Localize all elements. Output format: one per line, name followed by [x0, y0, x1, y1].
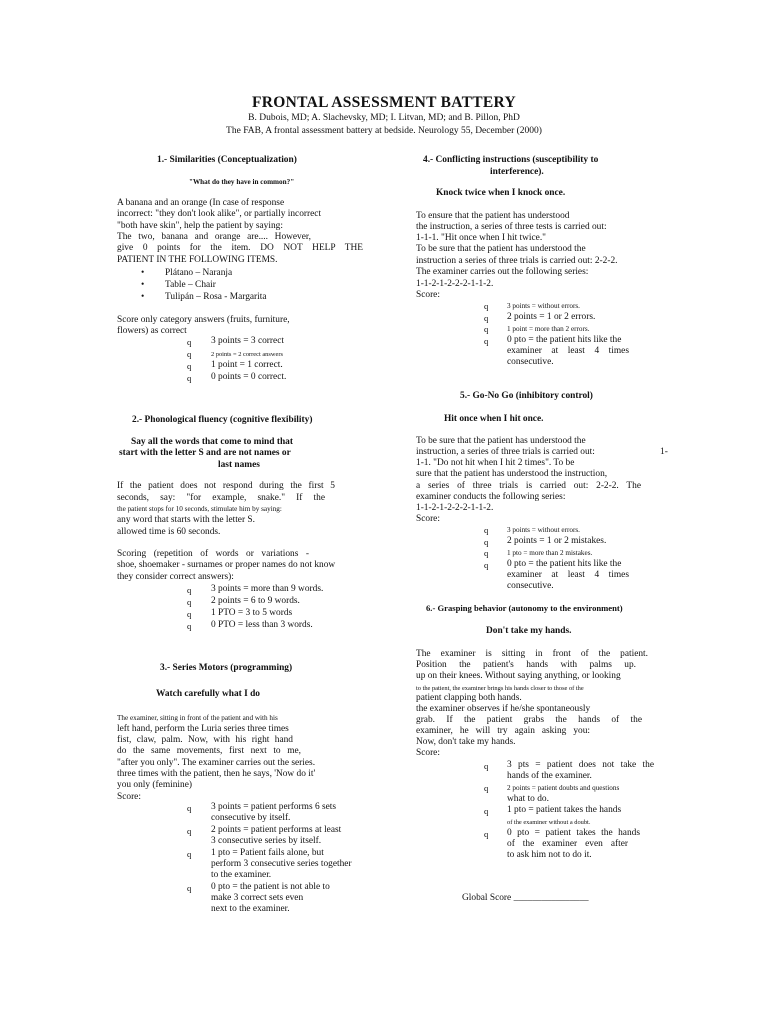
s6-para-line: The examiner is sitting in front of the patient. [416, 649, 648, 659]
s6-para-line: examiner, he will try again asking you: [416, 726, 590, 736]
s6-para-line: Now, don't take my hands. [416, 737, 516, 747]
s5-para-line: examiner conducts the following series: [416, 492, 566, 502]
s2-score: 2 points = 6 to 9 words. [211, 596, 300, 606]
s4-score: examiner at least 4 times [507, 346, 629, 356]
s5-para-line: sure that the patient has understood the instruction, [416, 469, 608, 479]
s1-note-line: flowers) as correct [117, 326, 187, 336]
s3-score: consecutive by itself. [211, 813, 291, 823]
s2-para-line: allowed time is 60 seconds. [117, 527, 221, 537]
s1-note-line: Score only category answers (fruits, furniture, [117, 315, 290, 325]
s3-score: 0 pto = the patient is not able to [211, 882, 330, 892]
bullet-icon: • [141, 280, 145, 290]
score-marker-icon: q [187, 585, 192, 595]
score-marker-icon: q [187, 597, 192, 607]
s3-score: perform 3 consecutive series together [211, 859, 352, 869]
s4-score: 0 pto = the patient hits like the [507, 335, 622, 345]
s6-score: hands of the examiner. [507, 771, 592, 781]
document-title: FRONTAL ASSESSMENT BATTERY [252, 94, 516, 111]
s2-scoring-line: they consider correct answers): [117, 572, 234, 582]
score-marker-icon: q [484, 548, 489, 558]
s6-para-line: up on their knees. Without saying anything, or looking [416, 671, 621, 681]
s5-stray-number: 1- [660, 447, 668, 457]
score-marker-icon: q [187, 803, 192, 813]
s3-para-line: you only (feminine) [117, 780, 192, 790]
s4-para-line: instruction a series of three trials is carried out: 2-2-2. [416, 256, 618, 266]
s6-score: what to do. [507, 794, 549, 804]
score-marker-icon: q [187, 609, 192, 619]
s6-para-line: the examiner observes if he/she spontaneously [416, 704, 591, 714]
s6-score: of the examiner without a doubt. [507, 819, 591, 826]
s1-para-line: A banana and an orange (In case of response [117, 198, 285, 208]
score-marker-icon: q [484, 560, 489, 570]
s3-score: make 3 correct sets even [211, 893, 304, 903]
s6-para-line: to the patient, the examiner brings his hands closer to those of the [416, 685, 584, 692]
s3-para-line: "after you only". The examiner carries out the series. [117, 758, 316, 768]
section-2-heading: 2.- Phonological fluency (cognitive flexibility) [132, 415, 313, 425]
s3-para-line: do the same movements, first next to me, [117, 746, 301, 756]
s1-para-line: "both have skin", help the patient by saying: [117, 221, 283, 231]
s5-score: 1 pto = more than 2 mistakes. [507, 549, 593, 557]
score-marker-icon: q [484, 783, 489, 793]
s1-para-line: PATIENT IN THE FOLLOWING ITEMS. [117, 255, 278, 265]
s4-score: 3 points = without errors. [507, 302, 580, 310]
s5-para-line: instruction, a series of three trials is carried out: [416, 447, 595, 457]
s3-score: 3 consecutive series by itself. [211, 836, 322, 846]
s5-instruction: Hit once when I hit once. [444, 414, 544, 424]
s5-para-line: 1-1. "Do not hit when I hit 2 times". To be [416, 458, 575, 468]
s1-pair-item: Plátano – Naranja [165, 268, 233, 278]
s3-instruction: Watch carefully what I do [156, 689, 260, 699]
s2-instruction: Say all the words that come to mind that [131, 437, 293, 447]
s3-score-label: Score: [117, 792, 141, 802]
s1-pair-item: Tulipán – Rosa - Margarita [165, 292, 267, 302]
s5-score: 0 pto = the patient hits like the [507, 559, 622, 569]
s2-scoring-line: Scoring (repetition of words or variations - [117, 549, 309, 559]
s5-score-label: Score: [416, 514, 440, 524]
section-4-heading: 4.- Conflicting instructions (susceptibility to [423, 155, 599, 165]
s4-score: 1 point = more than 2 errors. [507, 325, 590, 333]
s2-instruction: last names [218, 460, 260, 470]
score-marker-icon: q [187, 349, 192, 359]
score-marker-icon: q [484, 829, 489, 839]
s1-para-line: give 0 points for the item. DO NOT HELP THE [117, 243, 363, 253]
s4-instruction: Knock twice when I knock once. [436, 188, 566, 198]
document-citation: The FAB, A frontal assessment battery at bedside. Neurology 55, December (2000) [226, 126, 542, 136]
s5-score: 2 points = 1 or 2 mistakes. [507, 536, 607, 546]
s6-instruction: Don't take my hands. [486, 626, 572, 636]
s2-para-line: the patient stops for 10 seconds, stimulate him by saying: [117, 505, 282, 513]
s6-score: 3 pts = patient does not take the [507, 760, 654, 770]
s6-score-label: Score: [416, 748, 440, 758]
s5-score: examiner at least 4 times [507, 570, 629, 580]
s1-score: 2 points = 2 correct answers [211, 351, 283, 358]
bullet-icon: • [141, 292, 145, 302]
global-score-blank: ________________ [513, 893, 589, 903]
s5-score: 3 points = without errors. [507, 526, 580, 534]
s2-score: 3 points = more than 9 words. [211, 584, 324, 594]
s4-para-line: 1-1-2-1-2-2-2-1-1-2. [416, 279, 494, 289]
s4-score: 2 points = 1 or 2 errors. [507, 312, 596, 322]
s4-para-line: To ensure that the patient has understood [416, 211, 570, 221]
s2-scoring-line: shoe, shoemaker - surnames or proper names do not know [117, 560, 336, 570]
score-marker-icon: q [484, 761, 489, 771]
bullet-icon: • [141, 268, 145, 278]
s1-para-line: The two, banana and orange are.... However, [117, 232, 311, 242]
s4-score-label: Score: [416, 290, 440, 300]
s3-score: to the examiner. [211, 870, 272, 880]
s3-score: 1 pto = Patient fails alone, but [211, 848, 324, 858]
score-marker-icon: q [484, 301, 489, 311]
s3-para-line: left hand, perform the Luria series three times [117, 724, 289, 734]
score-marker-icon: q [187, 361, 192, 371]
s2-instruction: start with the letter S and are not names or [119, 448, 291, 458]
s5-para-line: To be sure that the patient has understood the [416, 436, 586, 446]
section-3-heading: 3.- Series Motors (programming) [160, 663, 293, 673]
s4-para-line: 1-1-1. "Hit once when I hit twice." [416, 233, 547, 243]
s6-score: 1 pto = patient takes the hands [507, 805, 622, 815]
s1-score: 0 points = 0 correct. [211, 372, 287, 382]
s2-score: 1 PTO = 3 to 5 words [211, 608, 293, 618]
s1-pair-item: Table – Chair [165, 280, 216, 290]
s5-para-line: 1-1-2-1-2-2-2-1-1-2. [416, 503, 494, 513]
document-authors: B. Dubois, MD; A. Slachevsky, MD; I. Litvan, MD; and B. Pillon, PhD [248, 113, 520, 123]
section-5-heading: 5.- Go-No Go (inhibitory control) [460, 391, 593, 401]
section-1-prompt: "What do they have in common?" [189, 178, 295, 186]
s6-score: of the examiner even after [507, 839, 628, 849]
s2-para-line: any word that starts with the letter S. [117, 515, 255, 525]
s3-score: 3 points = patient performs 6 sets [211, 802, 337, 812]
score-marker-icon: q [484, 324, 489, 334]
score-marker-icon: q [187, 337, 192, 347]
s2-para-line: If the patient does not respond during the first 5 [117, 481, 335, 491]
score-marker-icon: q [484, 336, 489, 346]
s6-score: to ask him not to do it. [507, 850, 592, 860]
s2-para-line: seconds, say: "for example, snake." If the [117, 493, 325, 503]
section-1-heading: 1.- Similarities (Conceptualization) [157, 155, 297, 165]
s5-score: consecutive. [507, 581, 554, 591]
score-marker-icon: q [187, 826, 192, 836]
s1-para-line: incorrect: "they don't look alike", or partially incorrect [117, 209, 322, 219]
global-score-label [462, 893, 589, 904]
s4-para-line: To be sure that the patient has understood the [416, 244, 586, 254]
section-4-heading-cont: interference). [490, 167, 544, 177]
s1-score: 1 point = 1 correct. [211, 360, 283, 370]
s6-score: 0 pto = patient takes the hands [507, 828, 640, 838]
score-marker-icon: q [484, 806, 489, 816]
s3-score: next to the examiner. [211, 904, 290, 914]
s1-score: 3 points = 3 correct [211, 336, 284, 346]
score-marker-icon: q [187, 883, 192, 893]
s4-score: consecutive. [507, 357, 554, 367]
score-marker-icon: q [187, 849, 192, 859]
s6-para-line: patient clapping both hands. [416, 693, 522, 703]
s4-para-line: the instruction, a series of three tests is carried out: [416, 222, 607, 232]
s6-para-line: grab. If the patient grabs the hands of the [416, 715, 642, 725]
score-marker-icon: q [484, 525, 489, 535]
score-marker-icon: q [187, 373, 192, 383]
score-marker-icon: q [484, 537, 489, 547]
s3-para-line: The examiner, sitting in front of the patient and with his [117, 714, 278, 722]
s6-score: 2 points = patient doubts and questions [507, 784, 620, 792]
s3-para-line: three times with the patient, then he says, 'Now do it' [117, 769, 316, 779]
s2-score: 0 PTO = less than 3 words. [211, 620, 313, 630]
score-marker-icon: q [187, 621, 192, 631]
s4-para-line: The examiner carries out the following series: [416, 267, 589, 277]
s3-score: 2 points = patient performs at least [211, 825, 342, 835]
score-marker-icon: q [484, 313, 489, 323]
s5-para-line: a series of three trials is carried out: 2-2-2. The [416, 481, 641, 491]
s3-para-line: fist, claw, palm. Now, with his right hand [117, 735, 293, 745]
s6-para-line: Position the patient's hands with palms up. [416, 660, 636, 670]
global-score-text: Global Score [462, 893, 512, 903]
section-6-heading: 6.- Grasping behavior (autonomy to the environment) [426, 603, 623, 613]
